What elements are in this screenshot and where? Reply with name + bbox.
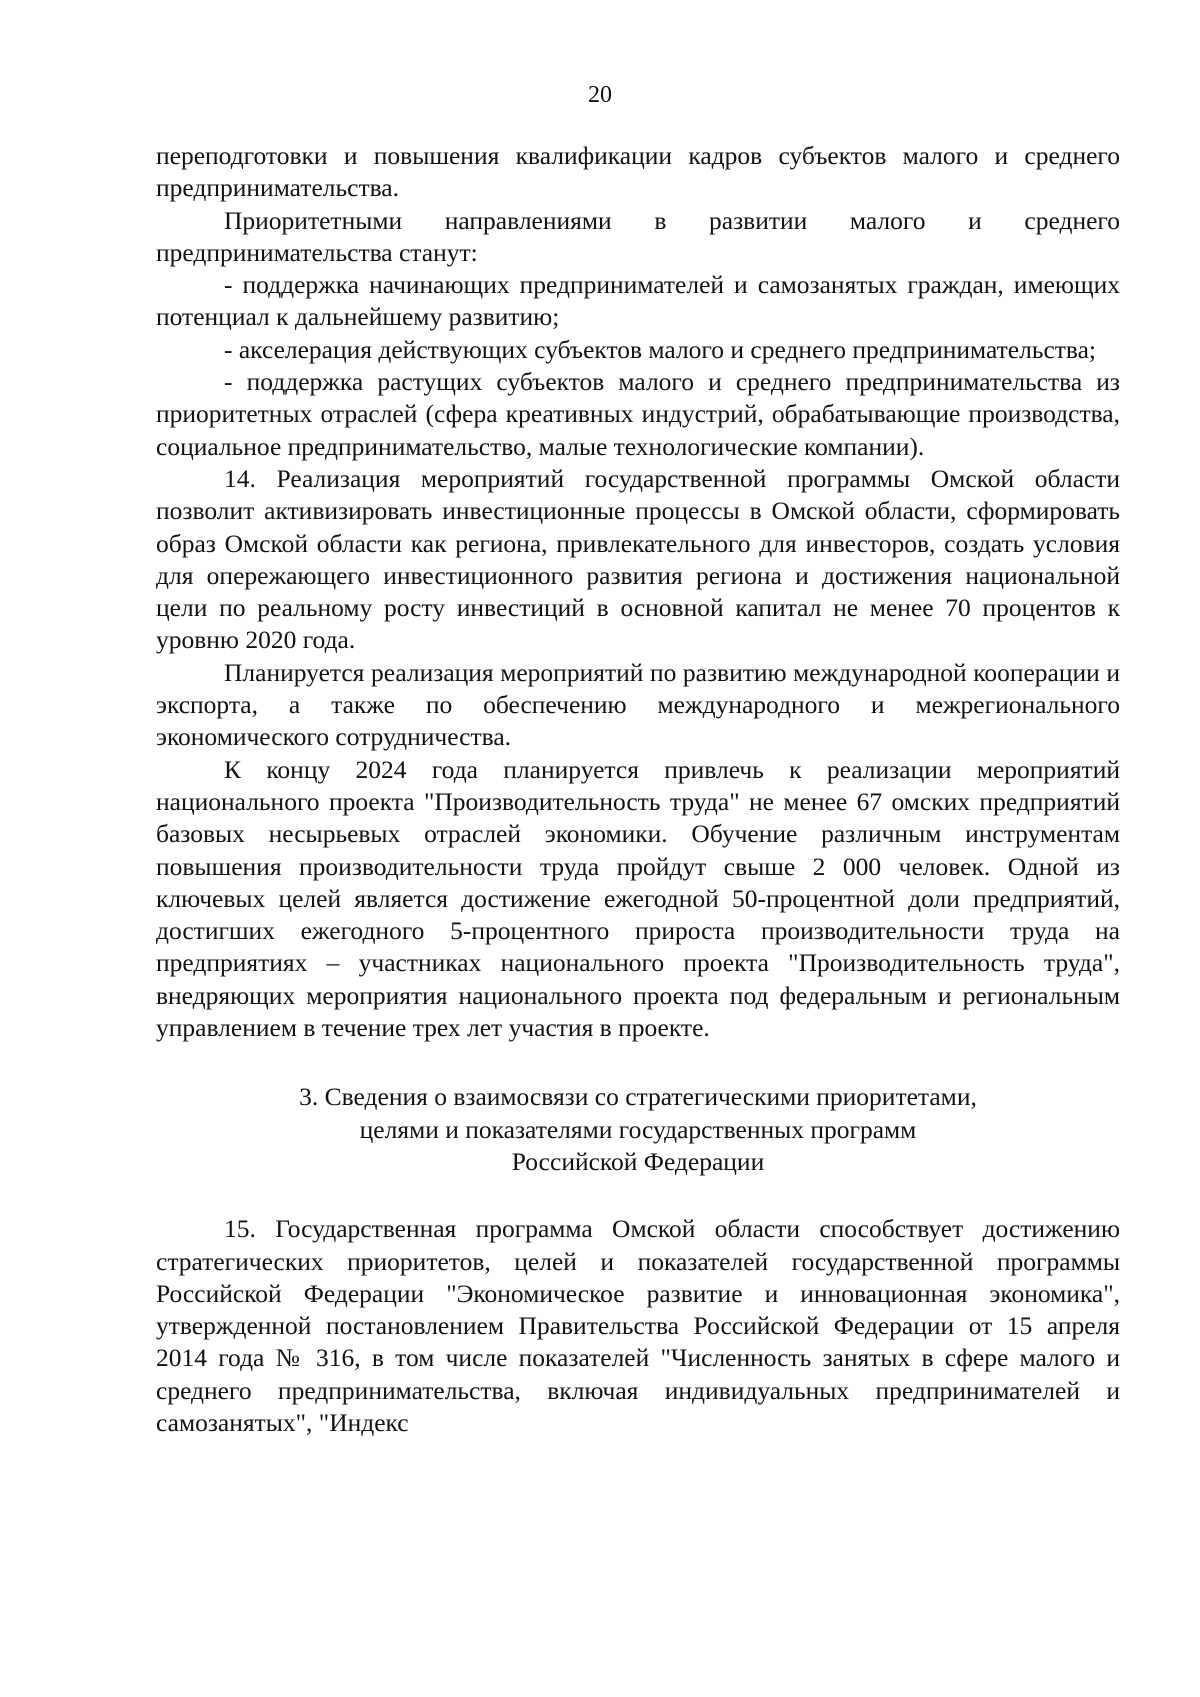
section-heading-line-1: 3. Сведения о взаимосвязи со стратегическими приоритетами, <box>299 1082 977 1112</box>
section-heading <box>156 1081 1120 1178</box>
document-body <box>156 140 1120 1439</box>
paragraph-labor-productivity: К концу 2024 года планируется привлечь к реализации мероприятий национального проекта "Производительность труда" не менее 67 омских предприятий базовых несырьевых отраслей экономики. Обучение различным инструментам повышения производительности труда пройдут свыше 2 000 человек. Одной из ключевых целей является достижение ежегодной 50-процентной доли предприятий, достигших ежегодного 5-процентного прироста производительности труда на предприятиях – участниках национального проекта "Производительность труда", внедряющих мероприятия национального проекта под федеральным и региональным управлением в течение трех лет участия в проекте. <box>156 754 1120 1043</box>
section-heading-line-3: Российской Федерации <box>511 1146 765 1176</box>
page-number: 20 <box>588 82 612 108</box>
paragraph-14-investment: 14. Реализация мероприятий государственной программы Омской области позволит активизировать инвестиционные процессы в Омской области, сформировать образ Омской области как региона, привлекательного для инвесторов, создать условия для опережающего инвестиционного развития региона и достижения национальной цели по реальному росту инвестиций в основной капитал не менее 70 процентов к уровню 2020 года. <box>156 463 1120 655</box>
list-item-support-growing: - поддержка растущих субъектов малого и среднего предпринимательства из приоритетных отраслей (сфера креативных индустрий, обрабатывающие производства, социальное предпринимательство, малые технологические компании). <box>156 367 1120 461</box>
list-item-acceleration: - акселерация действующих субъектов малого и среднего предпринимательства; <box>224 334 1097 364</box>
list-item-support-beginners: - поддержка начинающих предпринимателей и самозанятых граждан, имеющих потенциал к дальнейшему развитию; <box>156 270 1120 332</box>
section-heading-line-2: целями и показателями государственных программ <box>359 1114 917 1144</box>
paragraph-continuation: переподготовки и повышения квалификации кадров субъектов малого и среднего предпринимательства. <box>156 141 1120 203</box>
paragraph-priorities-intro: Приоритетными направлениями в развитии малого и среднего предпринимательства станут: <box>156 205 1120 267</box>
paragraph-15-strategic-priorities: 15. Государственная программа Омской области способствует достижению стратегических приоритетов, целей и показателей государственной программы Российской Федерации "Экономическое развитие и инновационная экономика", утвержденной постановлением Правительства Российской Федерации от 15 апреля 2014 года № 316, в том числе показателей "Численность занятых в сфере малого и среднего предпринимательства, включая индивидуальных предпринимателей и самозанятых", "Индекс <box>156 1214 1120 1437</box>
paragraph-international-cooperation: Планируется реализация мероприятий по развитию международной кооперации и экспорта, а также по обеспечению международного и межрегионального экономического сотрудничества. <box>156 657 1120 752</box>
